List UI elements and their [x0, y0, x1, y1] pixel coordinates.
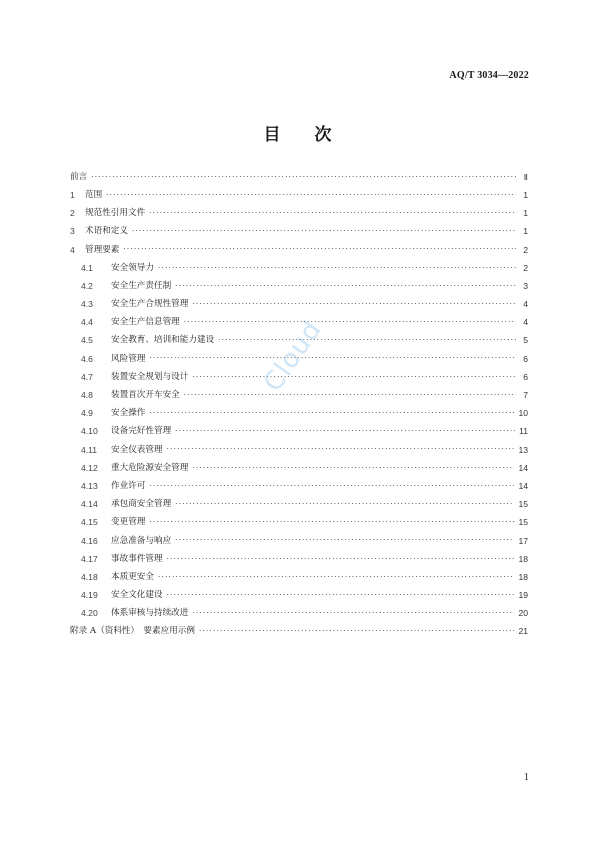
toc-entry[interactable] [70, 277, 528, 295]
toc-entry-label: 管理要素 [85, 244, 120, 255]
table-of-contents [70, 168, 528, 641]
toc-entry-number: 4.12 [81, 462, 98, 473]
toc-entry-number: 4.10 [81, 426, 98, 437]
toc-entry-number: 4.4 [81, 317, 93, 328]
toc-entry[interactable] [70, 459, 528, 477]
toc-entry-label: 安全仪表管理 [111, 444, 163, 455]
toc-leader-dots [192, 610, 514, 617]
toc-entry-label: 安全文化建设 [111, 590, 163, 601]
toc-entry-label: 规范性引用文件 [85, 208, 146, 219]
toc-entry-label: 安全生产合规性管理 [111, 299, 189, 310]
toc-leader-dots [175, 537, 514, 544]
toc-leader-dots [149, 519, 514, 526]
toc-entry-label: 作业许可 [111, 480, 146, 491]
toc-entry-label: 装置安全规划与设计 [111, 371, 189, 382]
watermark: Cloud [258, 315, 329, 398]
toc-entry-number: 4.3 [81, 299, 93, 310]
toc-entry-label: 本质更安全 [111, 571, 154, 582]
toc-leader-dots [184, 319, 516, 326]
toc-entry-number: 4.8 [81, 390, 93, 401]
toc-leader-dots [167, 592, 515, 599]
toc-entry-page: 4 [523, 317, 528, 328]
toc-entry[interactable] [70, 514, 528, 532]
toc-entry-page: 3 [523, 280, 528, 291]
toc-entry-number: 4 [70, 244, 75, 255]
toc-entry-label: 前言 [70, 171, 88, 182]
toc-entry-label: 体系审核与持续改进 [111, 608, 189, 619]
toc-entry-label: 装置首次开车安全 [111, 390, 180, 401]
toc-entry-page: 11 [519, 426, 528, 437]
toc-entry[interactable] [70, 186, 528, 204]
toc-entry-label: 应急准备与响应 [111, 535, 172, 546]
toc-entry-page: 2 [523, 244, 528, 255]
toc-leader-dots [175, 501, 514, 508]
toc-leader-dots [132, 228, 516, 235]
toc-leader-dots [158, 265, 516, 272]
toc-entry-number: 4.14 [81, 499, 98, 510]
toc-leader-dots [199, 628, 514, 635]
toc-entry-page: 5 [523, 335, 528, 346]
toc-leader-dots [192, 301, 516, 308]
toc-entry-label: 风险管理 [111, 353, 146, 364]
toc-entry-label: 安全教育、培训和能力建设 [111, 335, 215, 346]
toc-entry-page: 20 [518, 608, 528, 619]
toc-entry[interactable] [70, 241, 528, 259]
toc-entry-page: 18 [518, 553, 528, 564]
toc-entry[interactable] [70, 568, 528, 586]
toc-entry[interactable] [70, 477, 528, 495]
toc-entry-number: 4.13 [81, 480, 98, 491]
page-title: 目 次 [263, 125, 332, 145]
toc-entry-number: 4.18 [81, 571, 98, 582]
toc-entry-label: 附录 A（资料性） 要素应用示例 [70, 626, 195, 637]
toc-entry-page: 17 [518, 535, 528, 546]
toc-entry-number: 4.7 [81, 371, 93, 382]
toc-entry-label: 安全生产信息管理 [111, 317, 180, 328]
toc-entry-page: 15 [518, 499, 528, 510]
toc-entry[interactable] [70, 495, 528, 513]
toc-entry-page: 21 [518, 626, 528, 637]
toc-entry[interactable] [70, 223, 528, 241]
toc-entry[interactable] [70, 586, 528, 604]
toc-leader-dots [192, 465, 514, 472]
toc-leader-dots [123, 246, 516, 253]
toc-leader-dots [149, 483, 514, 490]
toc-entry-label: 安全生产责任制 [111, 280, 172, 291]
toc-entry-number: 4.15 [81, 517, 98, 528]
toc-entry-number: 4.6 [81, 353, 93, 364]
toc-entry-page: 10 [518, 408, 528, 419]
toc-leader-dots [192, 374, 516, 381]
toc-entry[interactable] [70, 168, 528, 186]
toc-entry-page: 1 [523, 208, 528, 219]
toc-entry[interactable] [70, 550, 528, 568]
toc-entry-number: 4.20 [81, 608, 98, 619]
toc-entry-number: 4.1 [81, 262, 93, 273]
toc-entry-page: 13 [518, 444, 528, 455]
toc-entry-page: 19 [518, 590, 528, 601]
toc-entry[interactable] [70, 532, 528, 550]
toc-leader-dots [184, 392, 516, 399]
toc-entry[interactable] [70, 623, 528, 641]
toc-leader-dots [91, 174, 516, 181]
toc-entry-page: Ⅱ [523, 171, 528, 182]
toc-entry-page: 4 [523, 299, 528, 310]
toc-leader-dots [175, 428, 515, 435]
standard-code: AQ/T 3034—2022 [449, 70, 529, 81]
toc-entry-page: 7 [523, 390, 528, 401]
toc-entry-label: 安全领导力 [111, 262, 154, 273]
toc-leader-dots [175, 283, 516, 290]
toc-entry-page: 6 [523, 353, 528, 364]
toc-entry-number: 4.2 [81, 280, 93, 291]
toc-entry-page: 1 [523, 189, 528, 200]
toc-entry-label: 承包商安全管理 [111, 499, 172, 510]
toc-entry[interactable] [70, 423, 528, 441]
toc-entry-page: 18 [518, 571, 528, 582]
toc-leader-dots [149, 355, 516, 362]
toc-leader-dots [149, 210, 516, 217]
toc-entry-number: 3 [70, 226, 75, 237]
toc-entry-number: 4.9 [81, 408, 93, 419]
toc-entry-number: 4.17 [81, 553, 98, 564]
toc-entry-label: 设备完好性管理 [111, 426, 172, 437]
toc-entry[interactable] [70, 295, 528, 313]
toc-entry-label: 范围 [85, 189, 103, 200]
toc-entry-label: 重大危险源安全管理 [111, 462, 189, 473]
toc-leader-dots [106, 192, 516, 199]
toc-entry-page: 6 [523, 371, 528, 382]
toc-entry-page: 1 [523, 226, 528, 237]
toc-entry-number: 4.19 [81, 590, 98, 601]
toc-entry[interactable] [70, 605, 528, 623]
toc-entry[interactable] [70, 441, 528, 459]
toc-entry[interactable] [70, 259, 528, 277]
toc-entry-label: 术语和定义 [85, 226, 128, 237]
toc-leader-dots [167, 446, 515, 453]
toc-entry[interactable] [70, 386, 528, 404]
toc-entry-label: 变更管理 [111, 517, 146, 528]
toc-entry-page: 14 [518, 480, 528, 491]
toc-entry-page: 2 [523, 262, 528, 273]
toc-leader-dots [149, 410, 514, 417]
toc-entry-number: 4.11 [81, 444, 98, 455]
toc-entry-page: 14 [518, 462, 528, 473]
toc-entry-label: 事故事件管理 [111, 553, 163, 564]
toc-entry-label: 安全操作 [111, 408, 146, 419]
toc-leader-dots [158, 574, 514, 581]
toc-entry[interactable] [70, 404, 528, 422]
page-number: 1 [524, 772, 529, 783]
toc-entry-number: 4.5 [81, 335, 93, 346]
toc-entry-number: 2 [70, 208, 75, 219]
toc-leader-dots [167, 556, 515, 563]
toc-entry-number: 4.16 [81, 535, 98, 546]
toc-leader-dots [218, 337, 516, 344]
toc-entry-page: 15 [518, 517, 528, 528]
toc-entry-number: 1 [70, 189, 75, 200]
toc-entry[interactable] [70, 204, 528, 222]
